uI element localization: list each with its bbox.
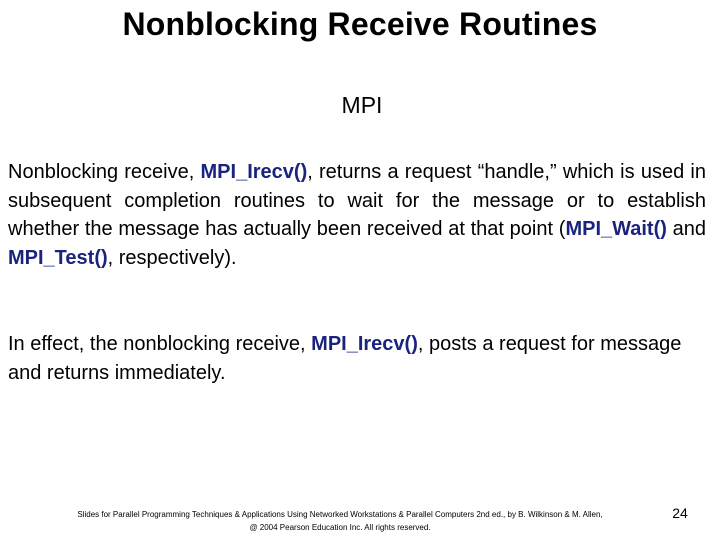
function-name-mpi-irecv: MPI_Irecv() [200,161,308,183]
paragraph-text: , posts a request for message and returns immediately. [8,333,682,384]
footer-credit-line-1: Slides for Parallel Programming Techniques & Applications Using Networked Workstations & Parallel Computers 2nd ed., by B. Wilkinson & M. Allen, [77,510,603,519]
paragraph-text: , respectively). [107,246,237,269]
function-name-mpi-irecv: MPI_Irecv() [311,333,418,355]
page-number: 24 [672,505,688,521]
function-name-mpi-test: MPI_Test() [8,246,108,269]
footer-credit [20,508,660,534]
function-name-mpi-wait: MPI_Wait() [565,218,667,240]
paragraph-text: , returns a request “handle,” which is used in subsequent completion routines to wait for the message or to establish whether the message has actually been received at that point ( [8,161,706,240]
footer-credit-line-2: @ 2004 Pearson Education Inc. All rights reserved. [249,523,431,532]
paragraph-text: Nonblocking receive, [8,161,201,183]
paragraph-text: In effect, the nonblocking receive, [8,333,312,355]
slide-title: Nonblocking Receive Routines [122,6,598,42]
paragraph-irecv-effect [8,330,706,387]
slide-subtitle: MPI [341,92,383,118]
paragraph-text: and [666,218,707,240]
paragraph-irecv-description [8,158,706,272]
